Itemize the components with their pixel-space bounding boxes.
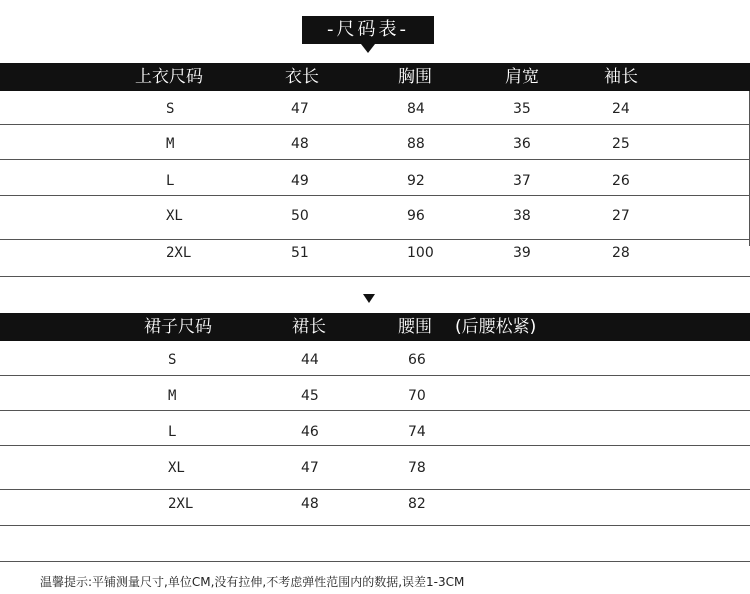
bottom-header-length: 裙长 — [292, 317, 326, 337]
skirt-cell-waist: 82 — [408, 496, 426, 512]
skirt-cell-size: XL — [168, 460, 185, 476]
skirt-cell-size: M — [168, 388, 177, 404]
skirt-cell-waist: 66 — [408, 352, 426, 368]
top-cell-sleeve: 26 — [612, 173, 630, 189]
top-cell-length: 50 — [291, 208, 309, 224]
top-cell-shoulder: 39 — [513, 245, 531, 261]
row-divider — [0, 239, 750, 240]
skirt-cell-waist: 78 — [408, 460, 426, 476]
top-cell-chest: 84 — [407, 101, 425, 117]
skirt-cell-size: 2XL — [168, 496, 194, 512]
top-header-shoulder: 肩宽 — [505, 67, 539, 87]
skirt-cell-waist: 74 — [408, 424, 426, 440]
skirt-cell-length: 45 — [301, 388, 319, 404]
top-cell-shoulder: 35 — [513, 101, 531, 117]
title-pointer-icon — [361, 44, 375, 53]
top-cell-size: 2XL — [166, 245, 192, 261]
row-divider — [0, 375, 750, 376]
top-cell-length: 49 — [291, 173, 309, 189]
skirt-cell-size: S — [168, 352, 177, 368]
top-cell-sleeve: 27 — [612, 208, 630, 224]
top-table-header — [0, 63, 750, 91]
top-cell-chest: 96 — [407, 208, 425, 224]
row-divider — [0, 445, 750, 446]
row-divider — [0, 489, 750, 490]
top-cell-sleeve: 25 — [612, 136, 630, 152]
top-cell-chest: 100 — [407, 245, 434, 261]
row-divider — [0, 195, 750, 196]
row-divider — [0, 410, 750, 411]
top-header-size: 上衣尺码 — [135, 67, 203, 87]
bottom-table-header — [0, 313, 750, 341]
top-cell-size: L — [166, 173, 175, 189]
skirt-cell-size: L — [168, 424, 177, 440]
top-cell-size: XL — [166, 208, 183, 224]
top-cell-length: 51 — [291, 245, 309, 261]
top-cell-sleeve: 24 — [612, 101, 630, 117]
top-cell-size: M — [166, 136, 175, 152]
top-cell-chest: 88 — [407, 136, 425, 152]
bottom-header-waist: 腰围 — [398, 317, 432, 337]
skirt-cell-length: 47 — [301, 460, 319, 476]
skirt-cell-length: 48 — [301, 496, 319, 512]
top-cell-shoulder: 38 — [513, 208, 531, 224]
skirt-cell-length: 44 — [301, 352, 319, 368]
skirt-cell-length: 46 — [301, 424, 319, 440]
top-cell-sleeve: 28 — [612, 245, 630, 261]
top-header-chest: 胸围 — [398, 67, 432, 87]
top-header-length: 衣长 — [285, 67, 319, 87]
measurement-note: 温馨提示:平铺测量尺寸,单位CM,没有拉伸,不考虑弹性范围内的数据,误差1-3CM — [40, 575, 465, 589]
row-divider — [0, 525, 750, 526]
row-divider — [0, 276, 750, 277]
row-divider — [0, 159, 750, 160]
bottom-header-waist-note: (后腰松紧) — [455, 317, 537, 337]
top-cell-shoulder: 36 — [513, 136, 531, 152]
top-cell-length: 47 — [291, 101, 309, 117]
size-chart-title: -尺码表- — [302, 16, 434, 44]
row-divider — [0, 124, 750, 125]
top-cell-shoulder: 37 — [513, 173, 531, 189]
section-pointer-icon — [363, 294, 375, 303]
bottom-header-size: 裙子尺码 — [144, 317, 212, 337]
top-cell-chest: 92 — [407, 173, 425, 189]
row-divider — [0, 561, 750, 562]
top-cell-length: 48 — [291, 136, 309, 152]
top-cell-size: S — [166, 101, 175, 117]
skirt-cell-waist: 70 — [408, 388, 426, 404]
top-header-sleeve: 袖长 — [604, 67, 638, 87]
